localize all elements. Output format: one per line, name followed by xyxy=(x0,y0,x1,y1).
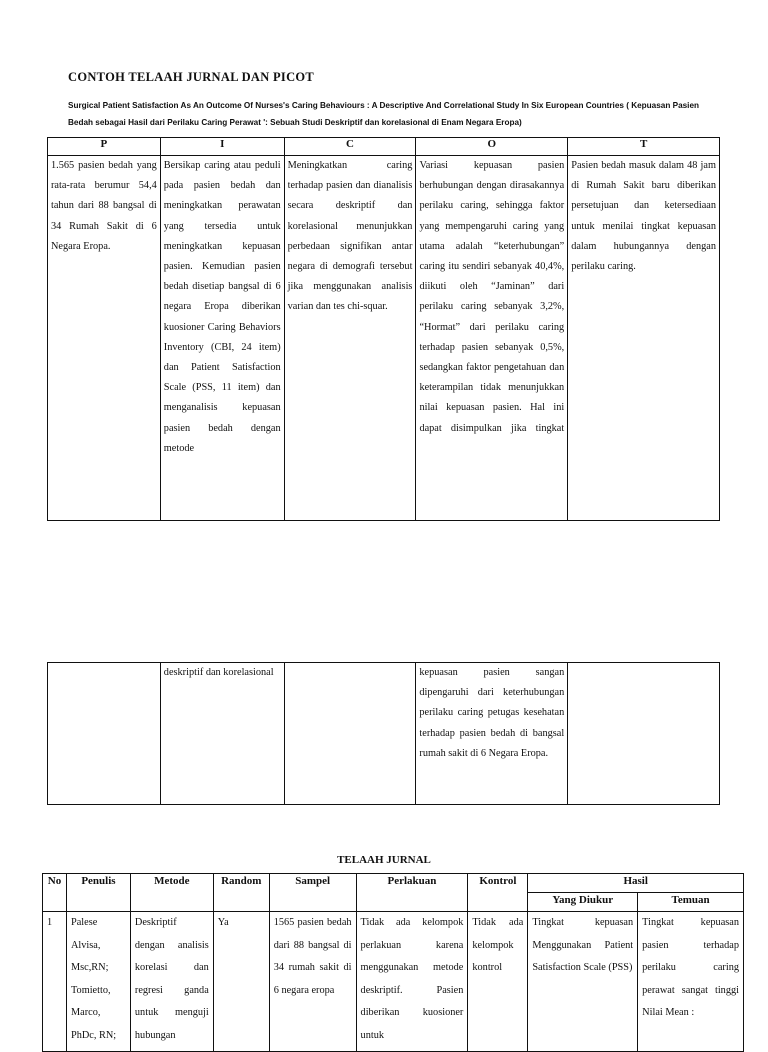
review-cell-penulis: Palese Alvisa, Msc,RN; Tomietto, Marco, PhDc, RN; xyxy=(66,912,130,1052)
review-header-sampel: Sampel xyxy=(269,874,356,912)
review-cell-no: 1 xyxy=(43,912,67,1052)
picot-cell-p xyxy=(48,663,161,805)
review-header-temuan: Temuan xyxy=(638,893,744,912)
review-header-hasil: Hasil xyxy=(528,874,744,893)
review-cell-temuan: Tingkat kepuasan pasien terhadap perilaku caring perawat sangat tinggi Nilai Mean : xyxy=(638,912,744,1052)
picot-header-i: I xyxy=(160,138,284,156)
review-section-title: TELAAH JURNAL xyxy=(337,854,431,866)
review-header-penulis: Penulis xyxy=(66,874,130,912)
picot-header-t: T xyxy=(568,138,720,156)
picot-row xyxy=(48,156,720,521)
picot-cell-c: Meningkatkan caring terhadap pasien dan dianalisis secara deskriptif dan korelasional menunjukkan perbedaan signifikan antar negara di demografi tersebut jika menggunakan analisis varian dan tes chi-squar. xyxy=(284,156,416,521)
picot-cell-i: deskriptif dan korelasional xyxy=(160,663,284,805)
picot-cell-t: Pasien bedah masuk dalam 48 jam di Rumah Sakit baru diberikan persetujuan dan ketersediaan untuk menilai tingkat kepuasan dalam hubungannya dengan perilaku caring. xyxy=(568,156,720,521)
picot-header-c: C xyxy=(284,138,416,156)
review-header-perlakuan: Perlakuan xyxy=(356,874,468,912)
review-header-kontrol: Kontrol xyxy=(468,874,528,912)
picot-table-continued xyxy=(47,662,720,805)
review-table xyxy=(42,873,744,1052)
review-header-row xyxy=(43,874,744,893)
review-cell-kontrol: Tidak ada kelompok kontrol xyxy=(468,912,528,1052)
picot-cell-c xyxy=(284,663,416,805)
picot-cell-i: Bersikap caring atau peduli pada pasien bedah dan meningkatkan perawatan yang tersedia untuk meningkatkan kepuasan pasien. Kemudian pasien bedah disetiap bangsal di 6 negara Eropa diberikan kuosioner Caring Behaviors Inventory (CBI, 24 item) dan Patient Satisfaction Scale (PSS, 11 item) dan menganalisis kepuasan pasien bedah dengan metode xyxy=(160,156,284,521)
review-cell-yang-diukur: Tingkat kepuasan Menggunakan Patient Satisfaction Scale (PSS) xyxy=(528,912,638,1052)
review-cell-random: Ya xyxy=(213,912,269,1052)
review-cell-perlakuan: Tidak ada kelompok perlakuan karena menggunakan metode deskriptif. Pasien diberikan kuosioner untuk xyxy=(356,912,468,1052)
review-cell-metode: Deskriptif dengan analisis korelasi dan regresi ganda untuk menguji hubungan xyxy=(130,912,213,1052)
table-row xyxy=(43,912,744,1052)
review-header-random: Random xyxy=(213,874,269,912)
review-header-yang-diukur: Yang Diukur xyxy=(528,893,638,912)
document-title: CONTOH TELAAH JURNAL DAN PICOT xyxy=(68,70,315,84)
picot-row xyxy=(48,663,720,805)
picot-cell-o: Variasi kepuasan pasien berhubungan dengan dirasakannya perilaku caring, sehingga faktor yang mempengaruhi caring yang utama adalah “keterhubungan” caring itu sendiri sebanyak 40,4%, diikuti oleh “Jaminan” dari perilaku caring sebanyak 3,2%, “Hormat” dari perilaku caring terhadap pasien sebanyak 0,5%, sedangkan faktor pengetahuan dan keterampilan tidak menunjukkan nilai kepuasan pasien. Hal ini dapat disimpulkan jika tingkat xyxy=(416,156,568,521)
review-cell-sampel: 1565 pasien bedah dari 88 bangsal di 34 rumah sakit di 6 negara eropa xyxy=(269,912,356,1052)
picot-header-row xyxy=(48,138,720,156)
review-header-metode: Metode xyxy=(130,874,213,912)
picot-cell-o: kepuasan pasien sangan dipengaruhi dari keterhubungan perilaku caring petugas kesehatan terhadap pasien bedah di bangsal rumah sakit di 6 Negara Eropa. xyxy=(416,663,568,805)
picot-header-p: P xyxy=(48,138,161,156)
journal-title: Surgical Patient Satisfaction As An Outcome Of Nurses's Caring Behaviours : A Descriptive And Correlational Study In Six European Countries ( Kepuasan Pasien Bedah sebagai Hasil dari Perilaku Caring Perawat ': Sebuah Studi Deskriptif dan korelasional di Enam Negara Eropa) xyxy=(68,101,700,127)
picot-header-o: O xyxy=(416,138,568,156)
picot-cell-p: 1.565 pasien bedah yang rata-rata berumur 54,4 tahun dari 88 bangsal di 34 Rumah Sakit di 6 Negara Eropa. xyxy=(48,156,161,521)
review-header-no: No xyxy=(43,874,67,912)
picot-table xyxy=(47,137,720,521)
picot-cell-t xyxy=(568,663,720,805)
